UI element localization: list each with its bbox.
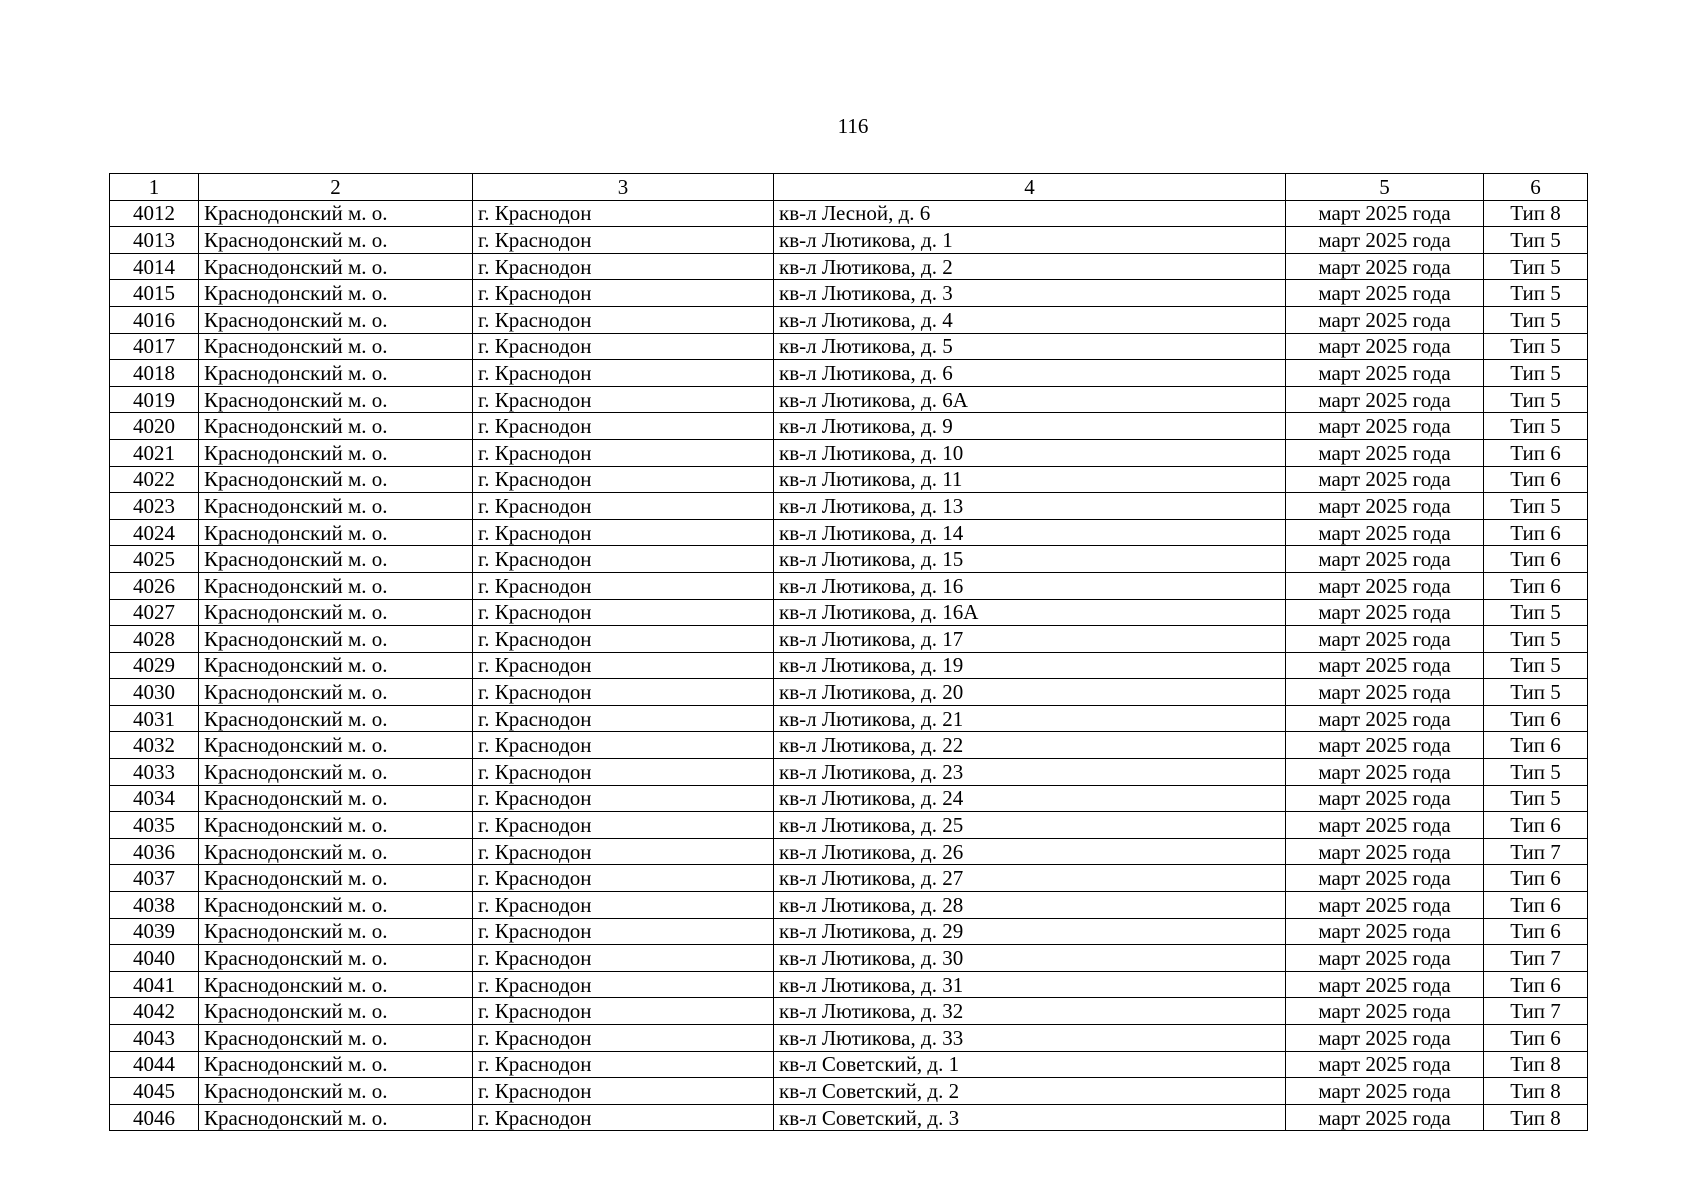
- type-cell: Тип 6: [1484, 1025, 1588, 1052]
- type-cell: Тип 5: [1484, 626, 1588, 653]
- row-number-cell: 4031: [110, 705, 199, 732]
- district-cell: Краснодонский м. о.: [199, 413, 473, 440]
- table-row: [110, 971, 1588, 998]
- row-number-cell: 4038: [110, 892, 199, 919]
- address-cell: кв-л Лютикова, д. 16А: [774, 599, 1286, 626]
- address-cell: кв-л Лютикова, д. 31: [774, 971, 1286, 998]
- city-cell: г. Краснодон: [473, 386, 774, 413]
- table-row: [110, 253, 1588, 280]
- table-row: [110, 599, 1588, 626]
- district-cell: Краснодонский м. о.: [199, 838, 473, 865]
- address-cell: кв-л Лютикова, д. 21: [774, 705, 1286, 732]
- city-cell: г. Краснодон: [473, 493, 774, 520]
- row-number-cell: 4019: [110, 386, 199, 413]
- type-cell: Тип 5: [1484, 599, 1588, 626]
- date-cell: март 2025 года: [1286, 785, 1484, 812]
- district-cell: Краснодонский м. о.: [199, 360, 473, 387]
- district-cell: Краснодонский м. о.: [199, 679, 473, 706]
- column-header: 4: [774, 174, 1286, 201]
- date-cell: март 2025 года: [1286, 838, 1484, 865]
- city-cell: г. Краснодон: [473, 227, 774, 254]
- table-row: [110, 918, 1588, 945]
- table-row: [110, 759, 1588, 786]
- city-cell: г. Краснодон: [473, 945, 774, 972]
- column-header: 5: [1286, 174, 1484, 201]
- district-cell: Краснодонский м. о.: [199, 945, 473, 972]
- district-cell: Краснодонский м. о.: [199, 998, 473, 1025]
- address-cell: кв-л Лютикова, д. 10: [774, 439, 1286, 466]
- date-cell: март 2025 года: [1286, 1078, 1484, 1105]
- table-row: [110, 812, 1588, 839]
- type-cell: Тип 6: [1484, 519, 1588, 546]
- table-row: [110, 572, 1588, 599]
- table-row: [110, 998, 1588, 1025]
- date-cell: март 2025 года: [1286, 918, 1484, 945]
- type-cell: Тип 6: [1484, 705, 1588, 732]
- district-cell: Краснодонский м. о.: [199, 200, 473, 227]
- district-cell: Краснодонский м. о.: [199, 439, 473, 466]
- district-cell: Краснодонский м. о.: [199, 333, 473, 360]
- district-cell: Краснодонский м. о.: [199, 1025, 473, 1052]
- city-cell: г. Краснодон: [473, 572, 774, 599]
- address-cell: кв-л Лютикова, д. 1: [774, 227, 1286, 254]
- table-row: [110, 865, 1588, 892]
- row-number-cell: 4033: [110, 759, 199, 786]
- date-cell: март 2025 года: [1286, 679, 1484, 706]
- date-cell: март 2025 года: [1286, 812, 1484, 839]
- city-cell: г. Краснодон: [473, 626, 774, 653]
- date-cell: март 2025 года: [1286, 892, 1484, 919]
- row-number-cell: 4029: [110, 652, 199, 679]
- address-cell: кв-л Лютикова, д. 32: [774, 998, 1286, 1025]
- date-cell: март 2025 года: [1286, 1025, 1484, 1052]
- date-cell: март 2025 года: [1286, 280, 1484, 307]
- date-cell: март 2025 года: [1286, 493, 1484, 520]
- row-number-cell: 4013: [110, 227, 199, 254]
- row-number-cell: 4023: [110, 493, 199, 520]
- row-number-cell: 4022: [110, 466, 199, 493]
- type-cell: Тип 6: [1484, 865, 1588, 892]
- address-cell: кв-л Лютикова, д. 11: [774, 466, 1286, 493]
- date-cell: март 2025 года: [1286, 759, 1484, 786]
- district-cell: Краснодонский м. о.: [199, 812, 473, 839]
- table-row: [110, 652, 1588, 679]
- city-cell: г. Краснодон: [473, 439, 774, 466]
- type-cell: Тип 8: [1484, 1078, 1588, 1105]
- table-row: [110, 945, 1588, 972]
- type-cell: Тип 7: [1484, 945, 1588, 972]
- date-cell: март 2025 года: [1286, 599, 1484, 626]
- address-cell: кв-л Лютикова, д. 20: [774, 679, 1286, 706]
- type-cell: Тип 6: [1484, 812, 1588, 839]
- date-cell: март 2025 года: [1286, 439, 1484, 466]
- column-header: 2: [199, 174, 473, 201]
- table-row: [110, 785, 1588, 812]
- city-cell: г. Краснодон: [473, 759, 774, 786]
- district-cell: Краснодонский м. о.: [199, 865, 473, 892]
- city-cell: г. Краснодон: [473, 519, 774, 546]
- city-cell: г. Краснодон: [473, 360, 774, 387]
- row-number-cell: 4039: [110, 918, 199, 945]
- row-number-cell: 4026: [110, 572, 199, 599]
- city-cell: г. Краснодон: [473, 865, 774, 892]
- table-row: [110, 1051, 1588, 1078]
- district-cell: Краснодонский м. о.: [199, 306, 473, 333]
- type-cell: Тип 5: [1484, 333, 1588, 360]
- city-cell: г. Краснодон: [473, 253, 774, 280]
- table-body: [110, 200, 1588, 1131]
- type-cell: Тип 5: [1484, 227, 1588, 254]
- row-number-cell: 4042: [110, 998, 199, 1025]
- type-cell: Тип 6: [1484, 971, 1588, 998]
- table-row: [110, 626, 1588, 653]
- city-cell: г. Краснодон: [473, 838, 774, 865]
- city-cell: г. Краснодон: [473, 1051, 774, 1078]
- page-number: 116: [837, 114, 869, 138]
- district-cell: Краснодонский м. о.: [199, 493, 473, 520]
- address-cell: кв-л Лютикова, д. 6А: [774, 386, 1286, 413]
- row-number-cell: 4043: [110, 1025, 199, 1052]
- date-cell: март 2025 года: [1286, 200, 1484, 227]
- city-cell: г. Краснодон: [473, 785, 774, 812]
- city-cell: г. Краснодон: [473, 599, 774, 626]
- table-header: [110, 174, 1588, 201]
- table-row: [110, 892, 1588, 919]
- date-cell: март 2025 года: [1286, 466, 1484, 493]
- row-number-cell: 4037: [110, 865, 199, 892]
- address-cell: кв-л Лютикова, д. 15: [774, 546, 1286, 573]
- address-cell: кв-л Лютикова, д. 4: [774, 306, 1286, 333]
- table-row: [110, 439, 1588, 466]
- date-cell: март 2025 года: [1286, 519, 1484, 546]
- district-cell: Краснодонский м. о.: [199, 546, 473, 573]
- type-cell: Тип 5: [1484, 493, 1588, 520]
- type-cell: Тип 5: [1484, 759, 1588, 786]
- date-cell: март 2025 года: [1286, 546, 1484, 573]
- address-cell: кв-л Советский, д. 3: [774, 1104, 1286, 1131]
- address-cell: кв-л Лесной, д. 6: [774, 200, 1286, 227]
- row-number-cell: 4030: [110, 679, 199, 706]
- table-row: [110, 200, 1588, 227]
- row-number-cell: 4040: [110, 945, 199, 972]
- type-cell: Тип 8: [1484, 200, 1588, 227]
- address-cell: кв-л Лютикова, д. 22: [774, 732, 1286, 759]
- district-cell: Краснодонский м. о.: [199, 918, 473, 945]
- type-cell: Тип 6: [1484, 572, 1588, 599]
- row-number-cell: 4021: [110, 439, 199, 466]
- row-number-cell: 4027: [110, 599, 199, 626]
- address-cell: кв-л Лютикова, д. 26: [774, 838, 1286, 865]
- address-cell: кв-л Лютикова, д. 16: [774, 572, 1286, 599]
- city-cell: г. Краснодон: [473, 679, 774, 706]
- address-cell: кв-л Лютикова, д. 27: [774, 865, 1286, 892]
- city-cell: г. Краснодон: [473, 652, 774, 679]
- type-cell: Тип 6: [1484, 918, 1588, 945]
- date-cell: март 2025 года: [1286, 360, 1484, 387]
- date-cell: март 2025 года: [1286, 306, 1484, 333]
- table-row: [110, 386, 1588, 413]
- date-cell: март 2025 года: [1286, 865, 1484, 892]
- address-cell: кв-л Лютикова, д. 6: [774, 360, 1286, 387]
- table-row: [110, 732, 1588, 759]
- type-cell: Тип 5: [1484, 253, 1588, 280]
- city-cell: г. Краснодон: [473, 200, 774, 227]
- table-row: [110, 306, 1588, 333]
- date-cell: март 2025 года: [1286, 253, 1484, 280]
- date-cell: март 2025 года: [1286, 572, 1484, 599]
- address-cell: кв-л Советский, д. 1: [774, 1051, 1286, 1078]
- type-cell: Тип 6: [1484, 892, 1588, 919]
- date-cell: март 2025 года: [1286, 626, 1484, 653]
- row-number-cell: 4017: [110, 333, 199, 360]
- date-cell: март 2025 года: [1286, 705, 1484, 732]
- row-number-cell: 4028: [110, 626, 199, 653]
- type-cell: Тип 6: [1484, 546, 1588, 573]
- address-cell: кв-л Лютикова, д. 17: [774, 626, 1286, 653]
- address-cell: кв-л Лютикова, д. 23: [774, 759, 1286, 786]
- type-cell: Тип 6: [1484, 439, 1588, 466]
- district-cell: Краснодонский м. о.: [199, 253, 473, 280]
- address-cell: кв-л Лютикова, д. 19: [774, 652, 1286, 679]
- district-cell: Краснодонский м. о.: [199, 626, 473, 653]
- date-cell: март 2025 года: [1286, 386, 1484, 413]
- city-cell: г. Краснодон: [473, 918, 774, 945]
- district-cell: Краснодонский м. о.: [199, 572, 473, 599]
- type-cell: Тип 5: [1484, 785, 1588, 812]
- column-header: 6: [1484, 174, 1588, 201]
- row-number-cell: 4046: [110, 1104, 199, 1131]
- row-number-cell: 4041: [110, 971, 199, 998]
- table-row: [110, 493, 1588, 520]
- date-cell: март 2025 года: [1286, 652, 1484, 679]
- row-number-cell: 4035: [110, 812, 199, 839]
- address-cell: кв-л Лютикова, д. 30: [774, 945, 1286, 972]
- header-row: [110, 174, 1588, 201]
- table-row: [110, 519, 1588, 546]
- date-cell: март 2025 года: [1286, 945, 1484, 972]
- table-row: [110, 227, 1588, 254]
- date-cell: март 2025 года: [1286, 971, 1484, 998]
- type-cell: Тип 7: [1484, 998, 1588, 1025]
- type-cell: Тип 8: [1484, 1051, 1588, 1078]
- address-cell: кв-л Лютикова, д. 2: [774, 253, 1286, 280]
- address-cell: кв-л Лютикова, д. 14: [774, 519, 1286, 546]
- type-cell: Тип 5: [1484, 413, 1588, 440]
- city-cell: г. Краснодон: [473, 971, 774, 998]
- district-cell: Краснодонский м. о.: [199, 732, 473, 759]
- table-row: [110, 1104, 1588, 1131]
- district-cell: Краснодонский м. о.: [199, 971, 473, 998]
- district-cell: Краснодонский м. о.: [199, 519, 473, 546]
- date-cell: март 2025 года: [1286, 1104, 1484, 1131]
- row-number-cell: 4020: [110, 413, 199, 440]
- city-cell: г. Краснодон: [473, 1078, 774, 1105]
- district-cell: Краснодонский м. о.: [199, 386, 473, 413]
- city-cell: г. Краснодон: [473, 466, 774, 493]
- column-header: 1: [110, 174, 199, 201]
- type-cell: Тип 6: [1484, 466, 1588, 493]
- table-row: [110, 280, 1588, 307]
- table-row: [110, 1078, 1588, 1105]
- column-header: 3: [473, 174, 774, 201]
- city-cell: г. Краснодон: [473, 280, 774, 307]
- row-number-cell: 4018: [110, 360, 199, 387]
- date-cell: март 2025 года: [1286, 413, 1484, 440]
- district-cell: Краснодонский м. о.: [199, 280, 473, 307]
- table-row: [110, 466, 1588, 493]
- table-row: [110, 360, 1588, 387]
- city-cell: г. Краснодон: [473, 306, 774, 333]
- address-cell: кв-л Лютикова, д. 28: [774, 892, 1286, 919]
- row-number-cell: 4015: [110, 280, 199, 307]
- date-cell: март 2025 года: [1286, 1051, 1484, 1078]
- row-number-cell: 4036: [110, 838, 199, 865]
- row-number-cell: 4032: [110, 732, 199, 759]
- address-cell: кв-л Советский, д. 2: [774, 1078, 1286, 1105]
- city-cell: г. Краснодон: [473, 732, 774, 759]
- city-cell: г. Краснодон: [473, 1104, 774, 1131]
- city-cell: г. Краснодон: [473, 1025, 774, 1052]
- address-cell: кв-л Лютикова, д. 24: [774, 785, 1286, 812]
- city-cell: г. Краснодон: [473, 998, 774, 1025]
- district-cell: Краснодонский м. о.: [199, 759, 473, 786]
- city-cell: г. Краснодон: [473, 812, 774, 839]
- address-cell: кв-л Лютикова, д. 5: [774, 333, 1286, 360]
- date-cell: март 2025 года: [1286, 227, 1484, 254]
- row-number-cell: 4045: [110, 1078, 199, 1105]
- address-cell: кв-л Лютикова, д. 3: [774, 280, 1286, 307]
- date-cell: март 2025 года: [1286, 333, 1484, 360]
- table-row: [110, 679, 1588, 706]
- table-row: [110, 546, 1588, 573]
- table-row: [110, 413, 1588, 440]
- type-cell: Тип 5: [1484, 360, 1588, 387]
- row-number-cell: 4034: [110, 785, 199, 812]
- address-cell: кв-л Лютикова, д. 29: [774, 918, 1286, 945]
- table-row: [110, 705, 1588, 732]
- row-number-cell: 4014: [110, 253, 199, 280]
- city-cell: г. Краснодон: [473, 546, 774, 573]
- date-cell: март 2025 года: [1286, 998, 1484, 1025]
- type-cell: Тип 5: [1484, 679, 1588, 706]
- district-cell: Краснодонский м. о.: [199, 892, 473, 919]
- district-cell: Краснодонский м. о.: [199, 1051, 473, 1078]
- row-number-cell: 4044: [110, 1051, 199, 1078]
- district-cell: Краснодонский м. о.: [199, 652, 473, 679]
- district-cell: Краснодонский м. о.: [199, 705, 473, 732]
- type-cell: Тип 8: [1484, 1104, 1588, 1131]
- table-row: [110, 333, 1588, 360]
- type-cell: Тип 6: [1484, 732, 1588, 759]
- district-cell: Краснодонский м. о.: [199, 1104, 473, 1131]
- address-cell: кв-л Лютикова, д. 25: [774, 812, 1286, 839]
- city-cell: г. Краснодон: [473, 705, 774, 732]
- date-cell: март 2025 года: [1286, 732, 1484, 759]
- city-cell: г. Краснодон: [473, 413, 774, 440]
- address-cell: кв-л Лютикова, д. 13: [774, 493, 1286, 520]
- city-cell: г. Краснодон: [473, 892, 774, 919]
- type-cell: Тип 5: [1484, 306, 1588, 333]
- row-number-cell: 4024: [110, 519, 199, 546]
- table-row: [110, 838, 1588, 865]
- district-cell: Краснодонский м. о.: [199, 785, 473, 812]
- row-number-cell: 4012: [110, 200, 199, 227]
- table-row: [110, 1025, 1588, 1052]
- district-cell: Краснодонский м. о.: [199, 1078, 473, 1105]
- district-cell: Краснодонский м. о.: [199, 466, 473, 493]
- type-cell: Тип 5: [1484, 652, 1588, 679]
- type-cell: Тип 7: [1484, 838, 1588, 865]
- type-cell: Тип 5: [1484, 386, 1588, 413]
- address-cell: кв-л Лютикова, д. 33: [774, 1025, 1286, 1052]
- city-cell: г. Краснодон: [473, 333, 774, 360]
- row-number-cell: 4016: [110, 306, 199, 333]
- address-cell: кв-л Лютикова, д. 9: [774, 413, 1286, 440]
- district-cell: Краснодонский м. о.: [199, 227, 473, 254]
- type-cell: Тип 5: [1484, 280, 1588, 307]
- row-number-cell: 4025: [110, 546, 199, 573]
- registry-table: [109, 173, 1588, 1131]
- district-cell: Краснодонский м. о.: [199, 599, 473, 626]
